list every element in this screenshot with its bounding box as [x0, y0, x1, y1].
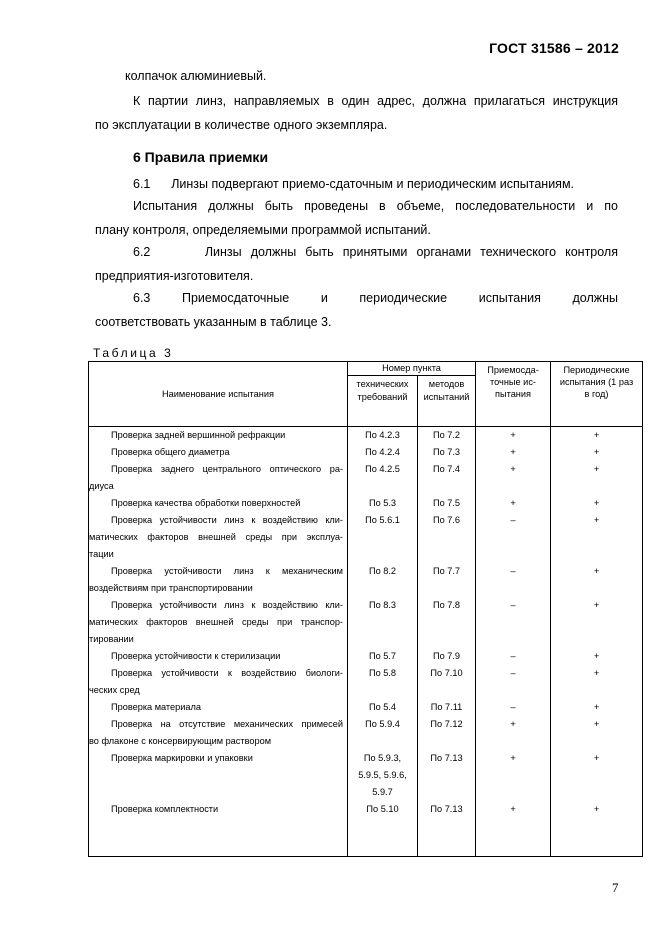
cell-test-name [89, 563, 348, 597]
cell-periodic: + [551, 750, 643, 801]
cell-text-line: Проверка устойчивости линз к воздействию кли- [111, 599, 343, 610]
cell-periodic: + [551, 427, 643, 444]
cell-periodic: + [551, 563, 643, 597]
cell-tech-requirement [348, 801, 418, 857]
cell-tech-requirement [348, 427, 418, 444]
cell-periodic: + [551, 597, 643, 648]
cell-text-line: Проверка качества обработки поверхностей [111, 497, 301, 508]
cell-text-line: По 4.2.4 [365, 446, 400, 457]
cell-periodic: + [551, 801, 643, 857]
cell-acceptance: – [476, 597, 551, 648]
clause-6-1-tests [95, 194, 618, 242]
table-row [89, 648, 643, 665]
paragraph-line: 6.3 Приемосдаточные и периодические испытания должны [133, 291, 618, 305]
paragraph-instruction [95, 89, 618, 137]
cell-tech-requirement [348, 716, 418, 750]
table-caption: Таблица 3 [93, 346, 174, 360]
cell-text-line: 5.9.5, 5.9.6, [358, 769, 407, 780]
cell-test-method: По 7.9 [418, 648, 476, 665]
table-row [89, 597, 643, 648]
cell-text-line: воздействиям при транспортировании [89, 582, 253, 593]
table-row [89, 512, 643, 563]
clause-6-1 [95, 172, 618, 196]
paragraph-line: колпачок алюминиевый. [125, 69, 267, 83]
header-test-name: Наименование испытания [89, 362, 348, 427]
cell-test-method: По 7.2 [418, 427, 476, 444]
table-row [89, 427, 643, 444]
cell-text-line: Проверка устойчивости к стерилизации [111, 650, 281, 661]
cell-text-line: По 5.6.1 [365, 514, 400, 525]
cell-text-line: Проверка общего диаметра [111, 446, 230, 457]
cell-acceptance: – [476, 699, 551, 716]
cell-periodic: + [551, 461, 643, 495]
paragraph-line: плану контроля, определяемыми программой испытаний. [95, 223, 431, 237]
header-tech-requirements: технических требований [348, 376, 418, 427]
cell-acceptance: + [476, 461, 551, 495]
table-row [89, 699, 643, 716]
cell-test-method: По 7.4 [418, 461, 476, 495]
acceptance-tests-table [88, 361, 643, 857]
table-row [89, 461, 643, 495]
cell-test-name [89, 665, 348, 699]
cell-text-line: По 8.2 [368, 565, 397, 576]
table-row [89, 801, 643, 857]
standard-code: ГОСТ 31586 – 2012 [489, 40, 619, 56]
cell-periodic: + [551, 716, 643, 750]
cell-text-line: По 4.2.5 [365, 463, 400, 474]
cell-text-line: Проверка комплектности [111, 803, 219, 814]
paragraph-cap [95, 64, 618, 88]
cell-text-line: тировании [89, 633, 134, 644]
cell-periodic: + [551, 699, 643, 716]
cell-acceptance: + [476, 750, 551, 801]
cell-test-method: По 7.6 [418, 512, 476, 563]
cell-test-method: По 7.10 [418, 665, 476, 699]
cell-text-line: Проверка устойчивости к воздействию биологи- [111, 667, 343, 678]
table-row [89, 716, 643, 750]
cell-text-line: Проверка маркировки и упаковки [111, 752, 253, 763]
cell-test-method: По 7.7 [418, 563, 476, 597]
cell-acceptance: – [476, 512, 551, 563]
cell-text-line: По 5.4 [368, 701, 397, 712]
cell-periodic: + [551, 512, 643, 563]
cell-test-method: По 7.13 [418, 801, 476, 857]
cell-test-name [89, 427, 348, 444]
table-row [89, 444, 643, 461]
paragraph-line: Испытания должны быть проведены в объеме, последовательности и по [133, 199, 618, 213]
section-title: 6 Правила приемки [133, 149, 269, 165]
cell-text-line: Проверка на отсутствие механических примесей [111, 718, 343, 729]
cell-test-name [89, 801, 348, 857]
table-row [89, 563, 643, 597]
cell-text-line: матических факторов внешней среды при эксплуа- [89, 531, 343, 542]
paragraph-line: 6.1 Линзы подвергают приемо-сдаточным и периодическим испытаниям. [133, 177, 575, 191]
cell-test-method: По 7.5 [418, 495, 476, 512]
cell-test-method: По 7.3 [418, 444, 476, 461]
cell-test-name [89, 444, 348, 461]
cell-test-name [89, 512, 348, 563]
cell-test-name [89, 495, 348, 512]
cell-acceptance: – [476, 563, 551, 597]
cell-test-method: По 7.8 [418, 597, 476, 648]
cell-text-line: По 5.9.4 [365, 718, 400, 729]
cell-text-line: Проверка заднего центрального оптического ра- [111, 463, 343, 474]
cell-text-line: тации [89, 548, 114, 559]
cell-acceptance: + [476, 495, 551, 512]
clause-6-3 [95, 286, 618, 334]
cell-periodic: + [551, 648, 643, 665]
cell-text-line: По 5.10 [366, 803, 399, 814]
paragraph-line: по эксплуатации в количестве одного экземпляра. [95, 118, 388, 132]
cell-test-name [89, 461, 348, 495]
cell-text-line: По 5.3 [368, 497, 397, 508]
cell-text-line: Проверка материала [111, 701, 201, 712]
table-row [89, 495, 643, 512]
cell-text-line: По 5.8 [368, 667, 397, 678]
cell-test-name [89, 716, 348, 750]
cell-acceptance: – [476, 648, 551, 665]
table-row [89, 750, 643, 801]
cell-text-line: По 5.7 [368, 650, 397, 661]
cell-tech-requirement [348, 699, 418, 716]
cell-test-method: По 7.13 [418, 750, 476, 801]
cell-text-line: ческих сред [89, 684, 140, 695]
cell-test-name [89, 597, 348, 648]
cell-tech-requirement [348, 495, 418, 512]
cell-periodic: + [551, 665, 643, 699]
cell-acceptance: + [476, 716, 551, 750]
header-periodic: Периодические испытания (1 раз в год) [551, 362, 643, 427]
cell-tech-requirement [348, 563, 418, 597]
cell-text-line: диуса [89, 480, 114, 491]
cell-acceptance: – [476, 665, 551, 699]
cell-tech-requirement [348, 512, 418, 563]
cell-tech-requirement [348, 648, 418, 665]
table-row [89, 665, 643, 699]
cell-acceptance: + [476, 444, 551, 461]
header-test-methods: методов испытаний [418, 376, 476, 427]
cell-text-line: По 8.3 [368, 599, 397, 610]
cell-periodic: + [551, 444, 643, 461]
paragraph-line: предприятия-изготовителя. [95, 269, 254, 283]
cell-test-name [89, 648, 348, 665]
cell-text-line: По 4.2.3 [365, 429, 400, 440]
header-acceptance: Приемосда- точные ис- пытания [476, 362, 551, 427]
cell-test-method: По 7.12 [418, 716, 476, 750]
cell-text-line: Проверка устойчивости линз к механическим [111, 565, 343, 576]
clause-6-2 [95, 240, 618, 288]
cell-text-line: 5.9.7 [372, 786, 393, 797]
paragraph-line: 6.2 Линзы должны быть принятыми органами технического контроля [133, 245, 618, 259]
paragraph-line: К партии линз, направляемых в один адрес, должна прилагаться инструкция [133, 94, 618, 108]
page-number: 7 [612, 880, 619, 895]
cell-text-line: Проверка задней вершинной рефракции [111, 429, 286, 440]
table-body [89, 427, 643, 857]
cell-tech-requirement [348, 461, 418, 495]
cell-periodic: + [551, 495, 643, 512]
cell-acceptance: + [476, 427, 551, 444]
header-clause-number: Номер пункта [348, 362, 476, 376]
cell-test-name [89, 699, 348, 716]
cell-text-line: во флаконе с консервирующим раствором [89, 735, 272, 746]
paragraph-line: соответствовать указанным в таблице 3. [95, 315, 332, 329]
cell-text-line: Проверка устойчивости линз к воздействию кли- [111, 514, 343, 525]
cell-text-line: По 5.9.3, [363, 752, 402, 763]
cell-test-method: По 7.11 [418, 699, 476, 716]
cell-test-name [89, 750, 348, 801]
cell-tech-requirement [348, 665, 418, 699]
cell-tech-requirement [348, 750, 418, 801]
cell-tech-requirement [348, 597, 418, 648]
cell-acceptance: + [476, 801, 551, 857]
cell-tech-requirement [348, 444, 418, 461]
cell-text-line: матических факторов внешней среды при транспор- [89, 616, 343, 627]
